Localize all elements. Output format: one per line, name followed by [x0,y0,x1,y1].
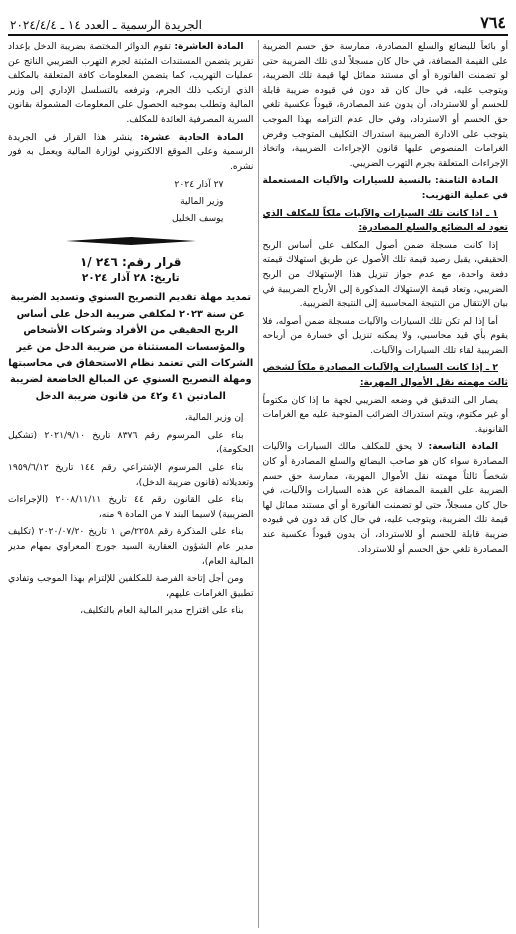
article-9 [263,440,509,557]
article-10-text: تقوم الدوائر المختصة بضريبة الدخل بإعداد تقرير يتضمن المستندات المثبتة لجرم التهرب الضريبي الناتج عن عمليات التهريب، كما يتضمن المعلومات كافة المتعلقة بالمكلف الذي ارتكب ذلك الجرم، وترفعه بالتسلسل الإداري إلى وزير المالية وتطلب بموجبه الحصول على المعلومات المشمولة بقانون السرية المصرفية العائدة للمكلف. [8,41,254,125]
decision-number: قرار رقم: ٢٤٦ /١ [79,255,182,270]
section-2-paragraph-1: يصار الى التدقيق في وضعه الضريبي لجهة ما إذا كان مكتوماً أو غير مكتوم، ويتم استدراك الضرائب المتوجبة عليه مع الغرامات القانونية. [262,394,508,435]
section-1-title: ١ ـ اذا كانت تلك السيارات والآليات ملكاً للمكلف الذي تعود له البضائع والسلع المصادرة: [262,207,508,234]
decision-date: تاريخ: ٢٨ آذار ٢٠٢٤ [81,272,180,285]
section-2-title: ٢ ـ إذا كانت السيارات والآليات المصادرة ملكاً لشخص ثالث مهمته نقل الأموال المهربة: [262,362,508,389]
page-number: ٧٦٤ [480,13,506,32]
diamond-rule-icon [66,236,196,246]
preamble-5: بناء على المذكرة رقم ٢٢٥٨/ص ١ تاريخ ٢٠٢٠/٠٧/٢٠ (تكليف مدير عام الشؤون العقارية السيد جورج المعراوي بمهام مدير المالية العام)، [8,526,254,567]
preamble-6: ومن أجل إتاحة الفرصة للمكلفين للإلتزام بهذا الموجب وتفادي تطبيق الغرامات عليهم، [8,573,254,599]
section-1-paragraph-2: أما إذا لم تكن تلك السيارات والآليات مسجلة ضمن أصوله، فلا يقوم بأي قيد محاسبي، ولا يمكنه تنزيل أي خسارة من أرباحه الضريبية لقاء تلك السيارات والآليات. [262,315,508,356]
left-column [8,40,254,928]
article-9-text: لا يحق للمكلف مالك السيارات والآليات المصادرة سواء كان هو صاحب البضائع والسلع المصادرة أو كان شخصاً ثالثاً مهمته نقل الأموال المهربة، ممارسة حق حسم الضريبة على القيمة المضافة عن هذه السيارات والآليات، في حال كان مسجلاً، حتى لو تضمنت الفاتورة أو أي مستند مماثل لها قيمة تلك الضريبة، ويتوجب عليه، في حال كان قد دون في قيوده ضريبة قابلة للحسم أو للاسترداد، أن يدون قيوداً عكسية عند المصادرة تلغي حق الحسم أو للاسترداد. [262,441,508,555]
signature-name: يوسف الخليل [172,213,224,225]
article-11 [8,131,254,175]
article-11-title: المادة الحادية عشرة: [140,131,244,143]
right-column [263,40,509,928]
section-1-paragraph-1: إذا كانت مسجلة ضمن أصول المكلف على أساس الربح الحقيقي، يقبل رصيد قيمة تلك الأصول عن طريق استهلاك قيمته دفعة واحدة، مع عدم جواز تنزيل هذا الإستهلاك من الربح الضريبي، وتعاد قيمة الإستهلاك المذكورة إلى الأرباح الضريبية في بيان الإنتقال من النتيجة المحاسبية إلى النتيجة الضريبية. [262,239,508,310]
signature-date: ٢٧ آذار ٢٠٢٤ [174,179,224,191]
page-header [8,6,508,36]
decision-title: تمديد مهلة تقديم التصريح السنوي وتسديد الضريبة عن سنة ٢٠٢٣ لمكلفي ضريبة الدخل على أساس الربح الحقيقي من الأفراد وشركات الأشخاص والمؤسسات المستثناة من ضريبة الدخل من غير الشركات التي تعتمد نظام الاستحقاق في محاسبتها ومهلة التصريح السنوي عن المبالغ الخاضعة لضريبة المادتين ٤١ و٤٢ من قانون ضريبة الدخل [8,292,254,402]
preamble-7: بناء على اقتراح مدير المالية العام بالتكليف، [80,605,244,617]
preamble-2: بناء على المرسوم رقم ٨٣٧٦ تاريخ ٢٠٢١/٩/١٠ (تشكيل الحكومة)، [8,429,254,456]
signature-role: وزير المالية [180,196,224,208]
preamble-3: بناء على المرسوم الإشتراعي رقم ١٤٤ تاريخ ١٩٥٩/٦/١٢ وتعديلاته (قانون ضريبة الدخل)، [8,461,254,488]
paragraph-continuation: أو بائعاً للبضائع والسلع المصادرة، ممارسة حق حسم الضريبة على القيمة المضافة، في حال كان مسجلاً لدى تلك الضريبة حتى لو تضمنت الفاتورة أو أي مستند مماثل لها قيمة تلك الضريبة، ويتوجب عليه، في حال كان قد دون في قيوده ضريبة قابلة للحسم أو للاسترداد، أن يدون عند المصادرة، قيوداً عكسية تلغي حق الحسم أو الاسترداد، وفي حال عدم التزامه بهذا الموجب يتوجب على الادارة الضريبية استدراك التكليف المتوجب وفرض الغرامات المنصوص عليها قانون الإجراءات الضريبية، واتخاذ الإجراءات المتعلقة بجرم التهرب الضريبي. [262,41,508,169]
article-8 [263,174,509,203]
columns [8,40,508,928]
preamble-4: بناء على القانون رقم ٤٤ تاريخ ٢٠٠٨/١١/١١ (الإجراءات الضريبية) لاسيما البند ٧ من المادة ٩ منه، [8,494,254,520]
column-divider [258,40,259,928]
preamble-1: إن وزير المالية، [184,412,244,424]
article-10-title: المادة العاشرة: [174,41,244,52]
article-11-text: ينشر هذا القرار في الجريدة الرسمية وعلى الموقع الالكتروني لوزارة المالية ويعمل به فور نشره. [8,131,254,172]
journal-title: الجريدة الرسمية ـ العدد ١٤ ـ ٢٠٢٤/٤/٤ [10,18,202,32]
article-8-text: بالنسبة للسيارات والآليات المستعملة في عملية التهريب: [262,175,508,201]
section-divider-ornament [8,236,254,246]
article-8-title: المادة الثامنة: [435,175,499,187]
article-10 [8,40,254,128]
article-9-title: المادة التاسعة: [428,441,499,453]
